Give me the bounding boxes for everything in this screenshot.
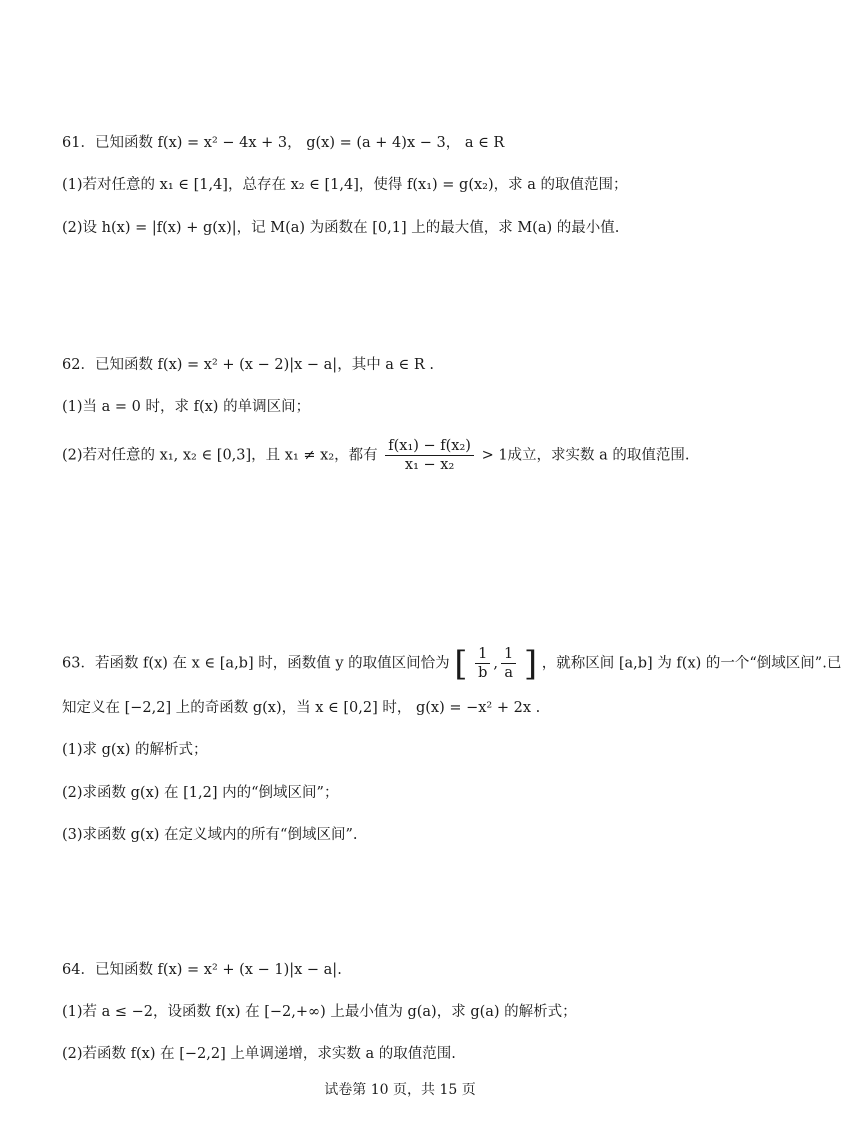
interval-separator: , bbox=[493, 655, 499, 672]
problem-63-definition: 知定义在 [−2,2] 上的奇函数 g(x)，当 x ∈ [0,2] 时， g(x) = −x² + 2x . bbox=[62, 700, 541, 716]
problem-62-part-2-before: (2)若对任意的 x₁, x₂ ∈ [0,3]，且 x₁ ≠ x₂，都有 bbox=[62, 447, 378, 464]
fraction-numerator: 1 bbox=[501, 645, 516, 664]
problem-61-part-1: (1)若对任意的 x₁ ∈ [1,4]，总存在 x₂ ∈ [1,4]，使得 f(x₁) = g(x₂)，求 a 的取值范围； bbox=[62, 177, 628, 193]
fraction-numerator: 1 bbox=[475, 645, 490, 664]
problem-63-part-2: (2)求函数 g(x) 在 [1,2] 内的“倒域区间”； bbox=[62, 785, 339, 801]
problem-63-part-1: (1)求 g(x) 的解析式； bbox=[62, 742, 208, 758]
problem-63-statement bbox=[62, 643, 841, 684]
problem-64-part-1: (1)若 a ≤ −2，设函数 f(x) 在 [−2,+∞) 上最小值为 g(a)，求 g(a) 的解析式； bbox=[62, 1004, 577, 1020]
problem-61-part-2: (2)设 h(x) = |f(x) + g(x)|，记 M(a) 为函数在 [0,1] 上的最大值，求 M(a) 的最小值. bbox=[62, 220, 620, 236]
reciprocal-a-fraction bbox=[501, 645, 516, 682]
problem-63-intro-before: 63．若函数 f(x) 在 x ∈ [a,b] 时，函数值 y 的取值区间恰为 bbox=[62, 655, 450, 672]
problem-63-intro-after: ，就称区间 [a,b] 为 f(x) 的一个“倒域区间”.已 bbox=[541, 655, 841, 672]
problem-62-part-1: (1)当 a = 0 时，求 f(x) 的单调区间； bbox=[62, 399, 311, 415]
left-bracket: [ bbox=[454, 643, 468, 684]
right-bracket: ] bbox=[523, 643, 538, 684]
fraction-denominator: x₁ − x₂ bbox=[404, 457, 455, 473]
fraction-numerator: f(x₁) − f(x₂) bbox=[385, 437, 474, 456]
difference-quotient-fraction bbox=[385, 437, 474, 474]
fraction-denominator: a bbox=[504, 665, 513, 681]
fraction-denominator: b bbox=[478, 665, 488, 681]
page-footer: 试卷第 10 页，共 15 页 bbox=[324, 1082, 476, 1098]
problem-61-statement: 61．已知函数 f(x) = x² − 4x + 3， g(x) = (a + 4)x − 3， a ∈ R bbox=[62, 135, 505, 151]
problem-63-part-3: (3)求函数 g(x) 在定义域内的所有“倒域区间”. bbox=[62, 827, 358, 843]
problem-64-statement: 64．已知函数 f(x) = x² + (x − 1)|x − a|. bbox=[62, 962, 342, 978]
problem-62-statement: 62．已知函数 f(x) = x² + (x − 2)|x − a|，其中 a ∈ R . bbox=[62, 357, 435, 373]
problem-62-part-2 bbox=[62, 437, 760, 474]
problem-64-part-2: (2)若函数 f(x) 在 [−2,2] 上单调递增，求实数 a 的取值范围. bbox=[62, 1046, 456, 1062]
reciprocal-b-fraction bbox=[475, 645, 490, 682]
problem-62-part-2-after: > 1成立，求实数 a 的取值范围. bbox=[481, 447, 690, 464]
